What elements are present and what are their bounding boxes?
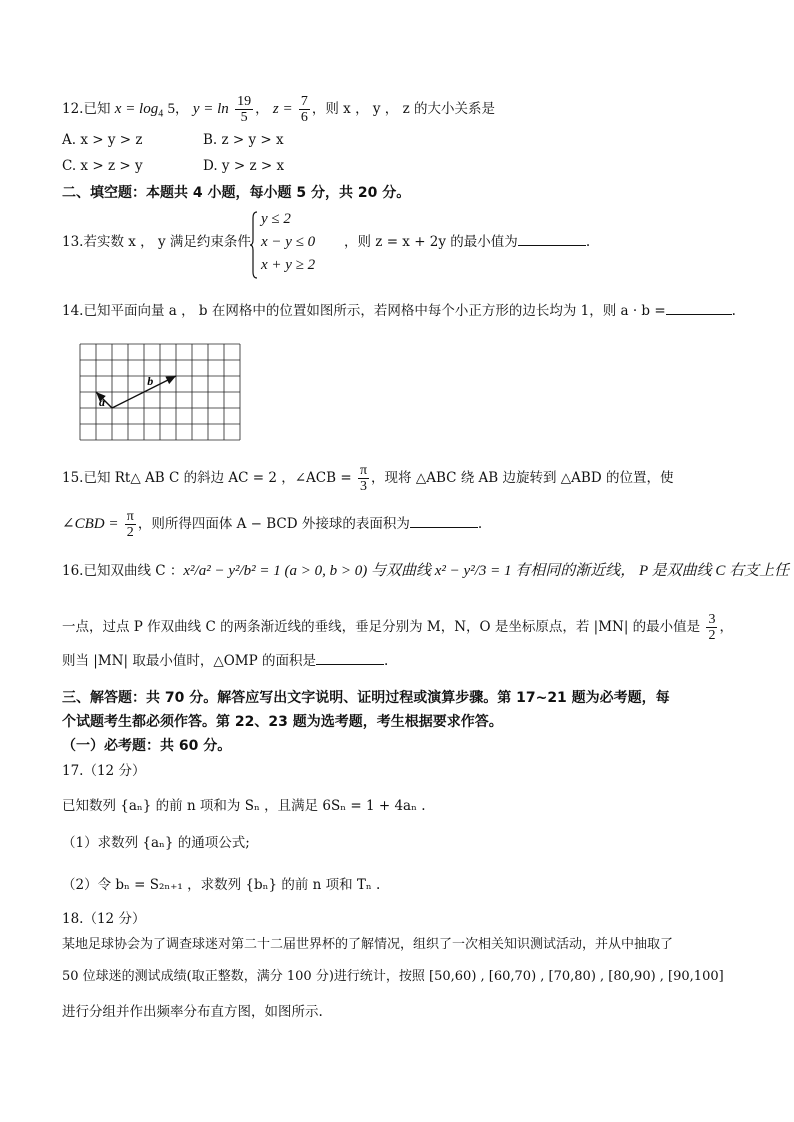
- section-3-subtitle: （一）必考题：共 60 分。: [62, 738, 232, 754]
- q16-line1: 16.已知双曲线 C ：x²/a² − y²/b² = 1 (a > 0, b > 0) 与双曲线 x² − y²/3 = 1 有相同的渐近线， P 是双曲线 C 右支上任: [62, 563, 790, 579]
- q13-tail: ，则 z = x + 2y 的最小值为 .: [344, 234, 591, 250]
- q12-stem: 12.已知 $x = \log_4 5$， y = ln $\frac{19}{5}$ ， z = $\frac{7}{6}$ ，则 x ， y ， z 的大小关系是: [62, 94, 495, 125]
- q17-stem: 已知数列 {aₙ} 的前 n 项和为 Sₙ ，且满足 6Sₙ = 1 + 4aₙ .: [62, 798, 426, 814]
- section-3-title-line2: 个试题考生都必须作答。第 22、23 题为选考题，考生根据要求作答。: [62, 714, 503, 730]
- answer-blank[interactable]: [518, 245, 586, 246]
- q13-brace: [249, 210, 259, 280]
- q12-option-d: D. y > z > x: [203, 158, 285, 174]
- q16-line2: 一点，过点 P 作双曲线 C 的两条渐近线的垂线，垂足分别为 M，N，O 是坐标原点，若 |MN| 的最小值是 $\frac{3}{2}$ ，: [62, 612, 733, 643]
- q13-constraints: [261, 211, 315, 280]
- q16-line3: 则当 |MN| 取最小值时，△OMP 的面积是 .: [62, 653, 389, 669]
- fraction-3-2: $\frac{3}{2}$: [708, 612, 716, 643]
- q14-stem: 14.已知平面向量 a ， b 在网格中的位置如图所示，若网格中每个小正方形的边长均为 1，则 a · b = .: [62, 303, 736, 319]
- section-2-title: 二、填空题：本题共 4 小题，每小题 5 分，共 20 分。: [62, 185, 411, 201]
- fraction-19-5: $\frac{19}{5}$: [237, 94, 252, 125]
- q12-option-b: B. z > y > x: [203, 132, 284, 148]
- section-3-title-line1: 三、解答题：共 70 分。解答应写出文字说明、证明过程或演算步骤。第 17~21 题为必考题，每: [62, 690, 670, 706]
- q18-line1: 某地足球协会为了调查球迷对第二十二届世界杯的了解情况，组织了一次相关知识测试活动，并从中抽取了: [62, 937, 674, 952]
- answer-blank[interactable]: [316, 664, 384, 665]
- q15-line2: ∠CBD = $\frac{\pi}{2}$ ，则所得四面体 A − BCD 外接球的表面积为 .: [62, 509, 483, 540]
- q18-heading: 18.（12 分）: [62, 911, 146, 927]
- q17-heading: 17.（12 分）: [62, 763, 146, 779]
- answer-blank[interactable]: [410, 527, 478, 528]
- fraction-pi-2: $\frac{\pi}{2}$: [126, 509, 134, 540]
- q13-prefix: 13.若实数 x ， y 满足约束条件: [62, 234, 251, 250]
- constraint-2: x − y ≤ 0: [261, 234, 316, 250]
- constraint-3: x + y ≥ 2: [261, 257, 316, 273]
- fraction-7-6: $\frac{7}{6}$: [300, 94, 308, 125]
- vector-b-label: b: [147, 374, 154, 389]
- fraction-pi-3: $\frac{\pi}{3}$: [359, 463, 368, 494]
- vector-a-label: a: [99, 395, 105, 409]
- q18-line3: 进行分组并作出频率分布直方图，如图所示.: [62, 1004, 323, 1020]
- q12-option-c: C. x > z > y: [62, 158, 143, 174]
- q17-part2: （2）令 bₙ = S₂ₙ₊₁ ，求数列 {bₙ} 的前 n 项和 Tₙ .: [62, 877, 381, 893]
- vector-grid-figure: [78, 342, 242, 442]
- answer-blank[interactable]: [666, 314, 732, 315]
- q17-part1: （1）求数列 {aₙ} 的通项公式;: [62, 835, 250, 851]
- constraint-1: y ≤ 2: [261, 211, 291, 227]
- q18-line2: 50 位球迷的测试成绩(取正整数，满分 100 分)进行统计，按照 [50,60) , [60,70) , [70,80) , [80,90) , [90,100]: [62, 969, 724, 984]
- q15-line1: 15.已知 Rt△ AB C 的斜边 AC = 2 ，∠ACB = $\frac{\pi}{3}$ ，现将 △ABC 绕 AB 边旋转到 △ABD 的位置，使: [62, 463, 674, 494]
- q12-option-a: A. x > y > z: [62, 132, 143, 148]
